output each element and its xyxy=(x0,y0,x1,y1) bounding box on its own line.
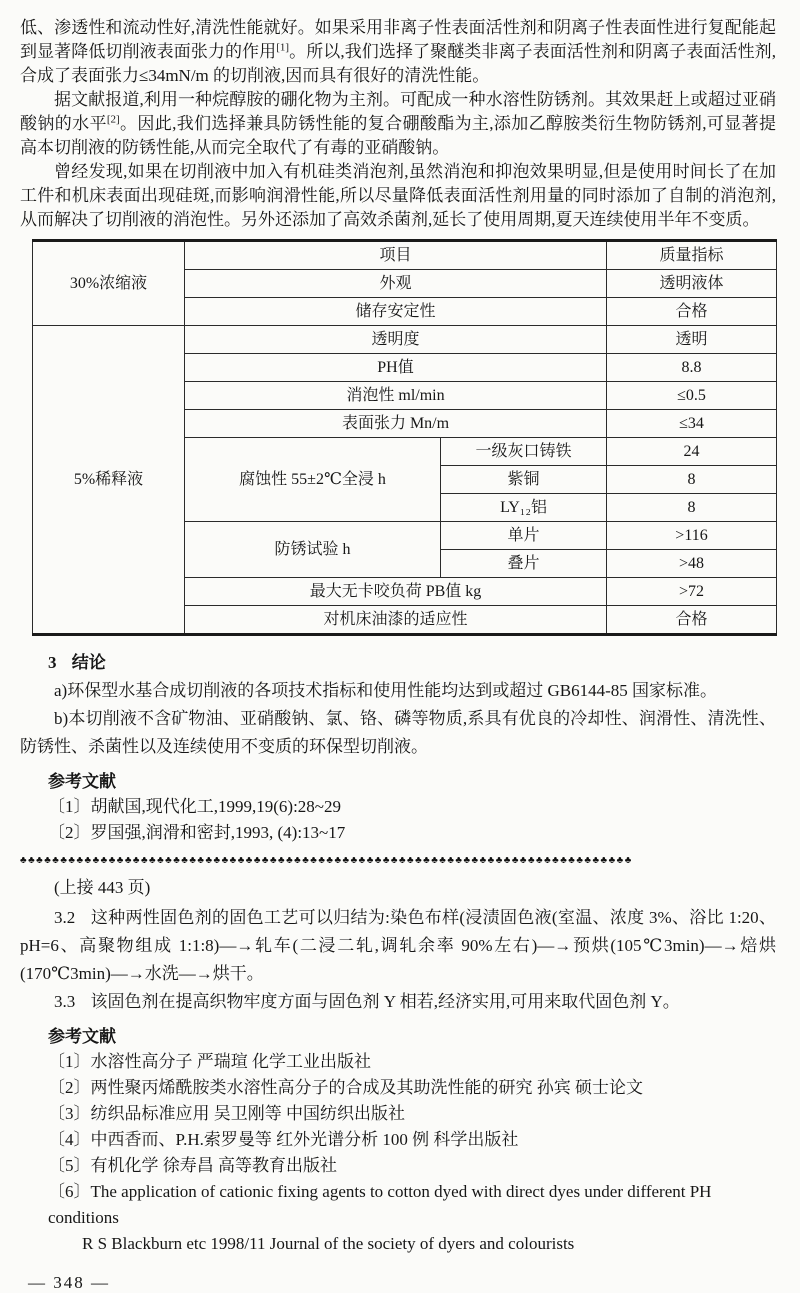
body-paragraph-3: 曾经发现,如果在切削液中加入有机硅类消泡剂,虽然消泡和抑泡效果明显,但是使用时间长了在加工件和机床表面出现硅斑,而影响润滑性能,所以尽量降低表面活性剂用量的同时添加了自制的消泡剂,从而解决了切削液的消泡性。另外还添加了高效杀菌剂,延长了使用周期,夏天连续使用半年不变质。 xyxy=(20,162,776,229)
table-row xyxy=(33,241,777,270)
quality-indicators-table xyxy=(32,239,777,636)
table-cell-item: 外观 xyxy=(185,270,607,298)
section-3-2-paragraph xyxy=(20,904,776,988)
group-label-concentrate: 30%浓缩液 xyxy=(33,241,185,326)
reference-item-continuation: R S Blackburn etc 1998/11 Journal of the society of dyers and colourists xyxy=(82,1234,575,1253)
paragraph-1-text-cont: 。所以,我们选择了聚醚类非离子表面活性剂和阴离子表面活性剂,合成了表面张力≤34mN/m 的切削液,因而具有很好的清洗性能。 xyxy=(20,42,777,85)
continued-from-note: (上接 443 页) xyxy=(54,878,151,897)
corrosion-test-label: 腐蚀性 55±2℃全浸 h xyxy=(185,438,441,522)
table-cell-value: 透明液体 xyxy=(607,270,777,298)
table-cell-item: 最大无卡咬负荷 PB值 kg xyxy=(185,578,607,606)
ornament-divider: ♣♣♣♣♣♣♣♣♣♣♣♣♣♣♣♣♣♣♣♣♣♣♣♣♣♣♣♣♣♣♣♣♣♣♣♣♣♣♣♣♣♣♣♣♣♣♣♣♣♣♣♣♣♣♣♣♣♣♣♣♣♣♣♣♣♣♣♣♣♣♣♣♣♣♣♣ xyxy=(20,855,633,866)
reference-item: 〔4〕中西香而、P.H.索罗曼等 红外光谱分析 100 例 科学出版社 xyxy=(48,1130,519,1149)
table-cell-value: >72 xyxy=(607,578,777,606)
table-cell-item: 对机床油漆的适应性 xyxy=(185,606,607,635)
section-3-3-paragraph xyxy=(20,988,776,1016)
reference-item: 〔2〕罗国强,润滑和密封,1993, (4):13~17 xyxy=(48,823,346,842)
table-cell-subitem: 单片 xyxy=(441,522,607,550)
conclusion-heading-text: 结论 xyxy=(71,653,106,672)
table-cell-value: 合格 xyxy=(607,606,777,635)
page-number: — 348 — xyxy=(28,1273,110,1292)
section-3-3-text: 该固色剂在提高织物牢度方面与固色剂 Y 相若,经济实用,可用来取代固色剂 Y。 xyxy=(90,992,680,1011)
table-cell-item: 表面张力 Mn/m xyxy=(185,410,607,438)
section-3-3-number: 3.3 xyxy=(54,992,76,1011)
table-cell-subitem: LY₁₂铝 xyxy=(441,494,607,522)
table-cell-value: 8 xyxy=(607,494,777,522)
table-cell-item: 储存安定性 xyxy=(185,298,607,326)
paragraph-1-text: 低、渗透性和流动性好,清洗性能就好。如果采用非离子性表面活性剂和阴离子性表面性进行复配能起到显著降低切削液表面张力的作用 xyxy=(20,18,776,61)
table-cell-item: 消泡性 ml/min xyxy=(185,382,607,410)
group-label-dilution: 5%稀释液 xyxy=(33,326,185,635)
table-cell-value: 透明 xyxy=(607,326,777,354)
table-cell-value: >48 xyxy=(607,550,777,578)
table-cell-item: 透明度 xyxy=(185,326,607,354)
reference-item: 〔5〕有机化学 徐寿昌 高等教育出版社 xyxy=(48,1156,337,1175)
rust-test-label: 防锈试验 h xyxy=(185,522,441,578)
citation-superscript-1: [1] xyxy=(276,41,290,54)
table-cell-item: PH值 xyxy=(185,354,607,382)
body-paragraph-2 xyxy=(20,88,776,160)
table-header-item: 项目 xyxy=(185,241,607,270)
table-cell-value: 合格 xyxy=(607,298,777,326)
reference-item: 〔1〕水溶性高分子 严瑞瑄 化学工业出版社 xyxy=(48,1052,371,1071)
table-cell-value: ≤34 xyxy=(607,410,777,438)
table-cell-value: 24 xyxy=(607,438,777,466)
table-cell-value: 8 xyxy=(607,466,777,494)
conclusion-item-b: b)本切削液不含矿物油、亚硝酸钠、氯、铬、磷等物质,系具有优良的冷却性、润滑性、清洗性、防锈性、杀菌性以及连续使用不变质的环保型切削液。 xyxy=(20,709,776,756)
table-cell-subitem: 一级灰口铸铁 xyxy=(441,438,607,466)
table-cell-value: 8.8 xyxy=(607,354,777,382)
table-row xyxy=(33,326,777,354)
section-3-2-text: 这种两性固色剂的固色工艺可以归结为:染色布样(浸渍固色液(室温、浓度 3%、浴比 1:20、pH=6、高聚物组成 1:1:8)—→轧车(二浸二轧,调轧余率 90%左右)—→预烘(105℃3min)—→焙烘(170℃3min)—→水洗—→烘干。 xyxy=(20,908,776,983)
table-cell-value: ≤0.5 xyxy=(607,382,777,410)
table-cell-subitem: 叠片 xyxy=(441,550,607,578)
references-heading-2: 参考文献 xyxy=(48,1027,116,1046)
conclusion-heading xyxy=(48,648,776,673)
section-3-2-number: 3.2 xyxy=(54,908,76,927)
table-cell-value: >116 xyxy=(607,522,777,550)
table-header-value: 质量指标 xyxy=(607,241,777,270)
conclusion-item-a: a)环保型水基合成切削液的各项技术指标和使用性能均达到或超过 GB6144-85 国家标准。 xyxy=(54,681,717,700)
body-paragraph-1 xyxy=(20,16,776,88)
reference-item: 〔3〕纺织品标准应用 吴卫刚等 中国纺织出版社 xyxy=(48,1104,405,1123)
reference-item: 〔6〕The application of cationic fixing agents to cotton dyed with direct dyes under different PH conditions xyxy=(48,1182,712,1227)
paragraph-2-text-cont: 。因此,我们选择兼具防锈性能的复合硼酸酯为主,添加乙醇胺类衍生物防锈剂,可显著提高本切削液的防锈性能,从而完全取代了有毒的亚硝酸钠。 xyxy=(20,114,777,157)
paragraph-2-text: 据文献报道,利用一种烷醇胺的硼化物为主剂。可配成一种水溶性防锈剂。其效果赶上或超过亚硝酸钠的水平 xyxy=(20,90,776,133)
table-cell-subitem: 紫铜 xyxy=(441,466,607,494)
reference-item: 〔2〕两性聚丙烯酰胺类水溶性高分子的合成及其助洗性能的研究 孙宾 硕士论文 xyxy=(48,1078,643,1097)
reference-item: 〔1〕胡献国,现代化工,1999,19(6):28~29 xyxy=(48,797,341,816)
references-heading: 参考文献 xyxy=(48,772,116,791)
citation-superscript-2: [2] xyxy=(106,113,120,126)
conclusion-heading-number: 3 xyxy=(48,653,57,672)
